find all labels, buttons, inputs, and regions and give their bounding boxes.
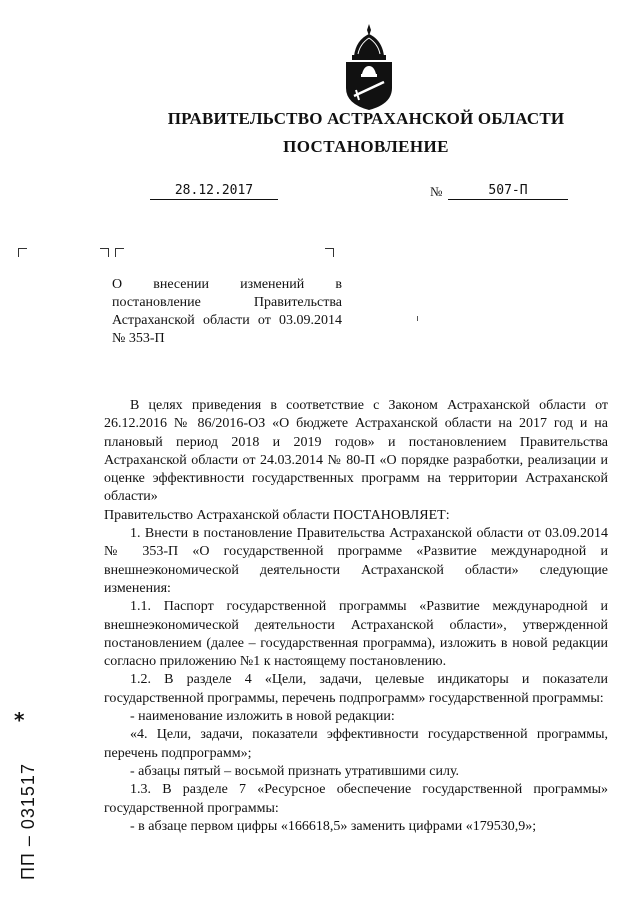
number-label: №	[430, 184, 443, 199]
corner-mark-right	[325, 248, 334, 257]
document-type: ПОСТАНОВЛЕНИЕ	[283, 137, 449, 156]
corner-mark-mid-left	[115, 248, 124, 257]
government-title: ПРАВИТЕЛЬСТВО АСТРАХАНСКОЙ ОБЛАСТИ	[167, 109, 565, 128]
body-paragraph: 1.3. В разделе 7 «Ресурсное обеспечение государственной программы» государственной программы:	[104, 782, 608, 816]
document-number: 507-П	[448, 183, 568, 200]
body-paragraph: 1. Внести в постановление Правительства Астраханской области от 03.09.2014 № 353-П «О государственной программе «Развитие международной и внешнеэкономической деятельности Астраханской области» следующие изменения:	[104, 526, 608, 596]
margin-registration-code: ПП – 031517	[18, 763, 38, 880]
margin-tick	[417, 316, 418, 321]
margin-star-mark: *	[14, 708, 25, 732]
coat-of-arms-emblem	[340, 22, 398, 112]
body-paragraph: - в абзаце первом цифры «166618,5» заменить цифрами «179530,9»;	[130, 818, 537, 834]
document-body	[104, 397, 608, 836]
body-paragraph: В целях приведения в соответствие с Законом Астраханской области от 26.12.2016 № 86/2016-ОЗ «О бюджете Астраханской области на 2017 год и на плановый период 2018 и 2019 годов» и постановлением Правительства Астраханской области от 24.03.2014 № 80-П «О порядке разработки, реализации и оценке эффективности государственных программ на территории Астраханской области»	[104, 398, 608, 505]
corner-mark-mid-right	[100, 248, 109, 257]
corner-mark-left	[18, 248, 27, 257]
document-subject: О внесении изменений в постановление Правительства Астраханской области от 03.09.2014 № 353-П	[112, 277, 342, 346]
body-paragraph: - наименование изложить в новой редакции:	[130, 709, 395, 725]
document-date: 28.12.2017	[150, 183, 278, 200]
body-paragraph: 1.1. Паспорт государственной программы «Развитие международной и внешнеэкономической деятельности Астраханской области», утвержденной постановлением (далее – государственная программа), изложить в новой редакции согласно приложению №1 к настоящему постановлению.	[104, 599, 608, 670]
body-paragraph: - абзацы пятый – восьмой признать утратившими силу.	[130, 763, 460, 779]
body-paragraph: 1.2. В разделе 4 «Цели, задачи, целевые индикаторы и показатели государственной программы, перечень подпрограмм» государственной программы:	[104, 672, 608, 706]
body-paragraph: Правительство Астраханской области ПОСТАНОВЛЯЕТ:	[104, 507, 450, 523]
body-paragraph: «4. Цели, задачи, показатели эффективности государственной программы, перечень подпрограмм»;	[104, 727, 608, 761]
